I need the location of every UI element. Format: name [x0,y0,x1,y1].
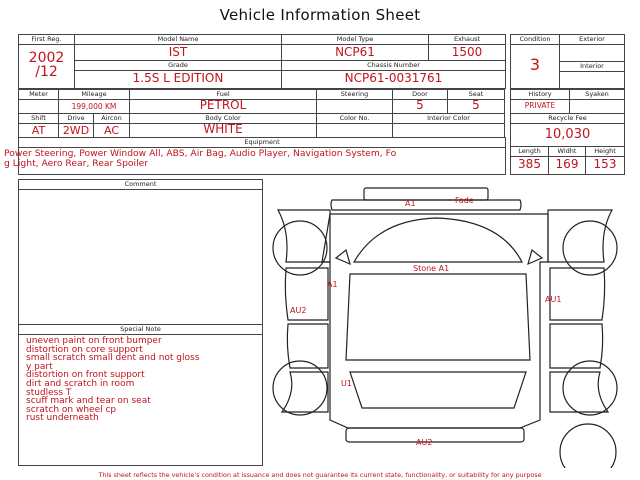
hood [331,200,521,210]
condition-cell [510,34,560,89]
special-note-line: uneven paint on front bumper [26,336,162,346]
equipment-line-1: Power Steering, Power Window All, ABS, Air Bag, Audio Player, Navigation System, Fo [4,148,397,159]
recycle-fee-cell [510,113,625,147]
tyre-front-right [563,221,617,275]
special-note-line: studless T [26,387,72,398]
steering-cell [316,89,393,114]
model-name-cell [74,34,282,61]
comment-box [18,179,263,325]
mileage-value: 199,000 KM [71,102,117,111]
height-label: Height [594,147,616,155]
tyre-rear-left [273,361,327,415]
chassis-label: Chassis Number [367,61,420,69]
chassis-value: NCP61-0031761 [344,71,443,85]
sheet-title: Vehicle Information Sheet [219,6,421,24]
door-label: Door [412,90,428,98]
special-note-label: Special Note [120,325,161,333]
windshield [354,218,522,262]
interior-cell [559,61,625,89]
aircon-label: Aircon [101,114,122,122]
meter-cell [18,89,59,114]
drive-cell [58,113,94,138]
mark-au1-right: AU1 [545,295,562,304]
door-cell [392,89,448,114]
equipment-label: Equipment [244,138,280,146]
mileage-label: Mileage [81,90,107,98]
meter-label: Meter [29,90,48,98]
body-color-cell [129,113,317,138]
tyre-spare [560,424,616,468]
car-damage-diagram [268,182,620,468]
right-fender [548,210,612,262]
grade-cell [74,60,282,89]
exhaust-label: Exhaust [453,35,481,43]
special-note-line: rust underneath [26,413,99,424]
length-label: Length [518,147,541,155]
first-reg-cell [18,34,75,89]
length-value: 385 [518,157,541,171]
recycle-fee-label: Recycle Fee [548,114,587,122]
aircon-value: AC [103,124,119,137]
mark-stone: Stone A1 [413,264,450,273]
syaken-label: Syaken [585,90,609,98]
exterior-label: Exterior [579,35,605,43]
history-cell [510,89,570,114]
steering-label: Steering [340,90,369,98]
seat-label: Seat [468,90,484,98]
chassis-cell [281,60,506,89]
disclaimer-footer: This sheet reflects the vehicle's condition at issuance and does not guarantee its current state, functionality, or suitability for any purpose [98,471,542,479]
fuel-value: PETROL [199,98,247,112]
model-name-label: Model Name [157,35,199,43]
equipment-line-2: g Light, Aero Rear, Rear Spoiler [4,158,149,169]
shift-value: AT [31,124,46,137]
height-cell [585,146,625,175]
grade-value: 1.5S L EDITION [132,71,224,85]
special-note-list [26,337,266,423]
interior-color-label: Interior Color [427,114,470,122]
right-door-front [550,268,605,320]
special-note-line: scratch on wheel cp [26,404,117,415]
special-note-line: distortion on front support [26,370,145,381]
interior-color-cell [392,113,505,138]
condition-value: 3 [529,55,541,74]
left-fender [278,210,330,262]
mark-u1: U1 [341,379,352,388]
roof [346,274,530,360]
special-note-line: small scratch small dent and not gloss [26,353,200,364]
special-note-line: y part [26,361,53,372]
exhaust-value: 1500 [451,45,483,59]
rear-window [350,372,526,408]
model-type-value: NCP61 [335,45,375,59]
condition-label: Condition [519,35,551,43]
special-note-line: distortion on core support [26,344,143,355]
mark-a1-top: A1 [405,199,416,208]
special-note-line: dirt and scratch in room [26,378,135,389]
mark-au2-left: AU2 [290,306,307,315]
door-value: 5 [416,98,424,112]
exterior-cell [559,34,625,62]
shift-label: Shift [31,114,46,122]
fuel-cell [129,89,317,114]
drive-value: 2WD [62,124,90,137]
comment-label: Comment [124,180,157,188]
width-cell [548,146,586,175]
width-value: 169 [555,157,579,171]
model-type-cell [281,34,429,61]
height-value: 153 [593,157,617,171]
mark-fade: Fade [455,196,474,205]
color-no-cell [316,113,393,138]
special-note-line: scuff mark and tear on seat [26,396,151,407]
fuel-label: Fuel [216,90,230,98]
drive-label: Drive [67,114,85,122]
first-reg-label: First Reg. [31,35,62,43]
recycle-fee-value: 10,030 [544,127,591,142]
grade-label: Grade [168,61,188,69]
first-reg-month: /12 [35,64,58,80]
mark-au2-bottom: AU2 [416,438,433,447]
tyre-rear-right [563,361,617,415]
seat-value: 5 [472,98,480,112]
syaken-cell [569,89,625,114]
interior-label: Interior [580,62,604,70]
color-no-label: Color No. [339,114,370,122]
right-quarter [550,372,608,412]
shift-cell [18,113,59,138]
model-name-value: IST [168,45,188,59]
aircon-cell [93,113,130,138]
exhaust-cell [428,34,506,61]
mirror-left [336,250,350,264]
model-type-label: Model Type [336,35,374,43]
left-quarter [282,372,328,412]
tyre-front-left [273,221,327,275]
body-color-label: Body Color [205,114,241,122]
first-reg-year: 2002 [28,50,65,66]
seat-cell [447,89,505,114]
mileage-cell [58,89,130,114]
body-outline [322,214,548,428]
body-color-value: WHITE [203,122,243,136]
history-value: PRIVATE [524,101,556,110]
mark-a1-left: A1 [327,280,338,289]
length-cell [510,146,549,175]
history-label: History [528,90,552,98]
equipment-list [4,149,500,169]
width-label: Widht [557,147,577,155]
rear-bumper [346,428,524,442]
